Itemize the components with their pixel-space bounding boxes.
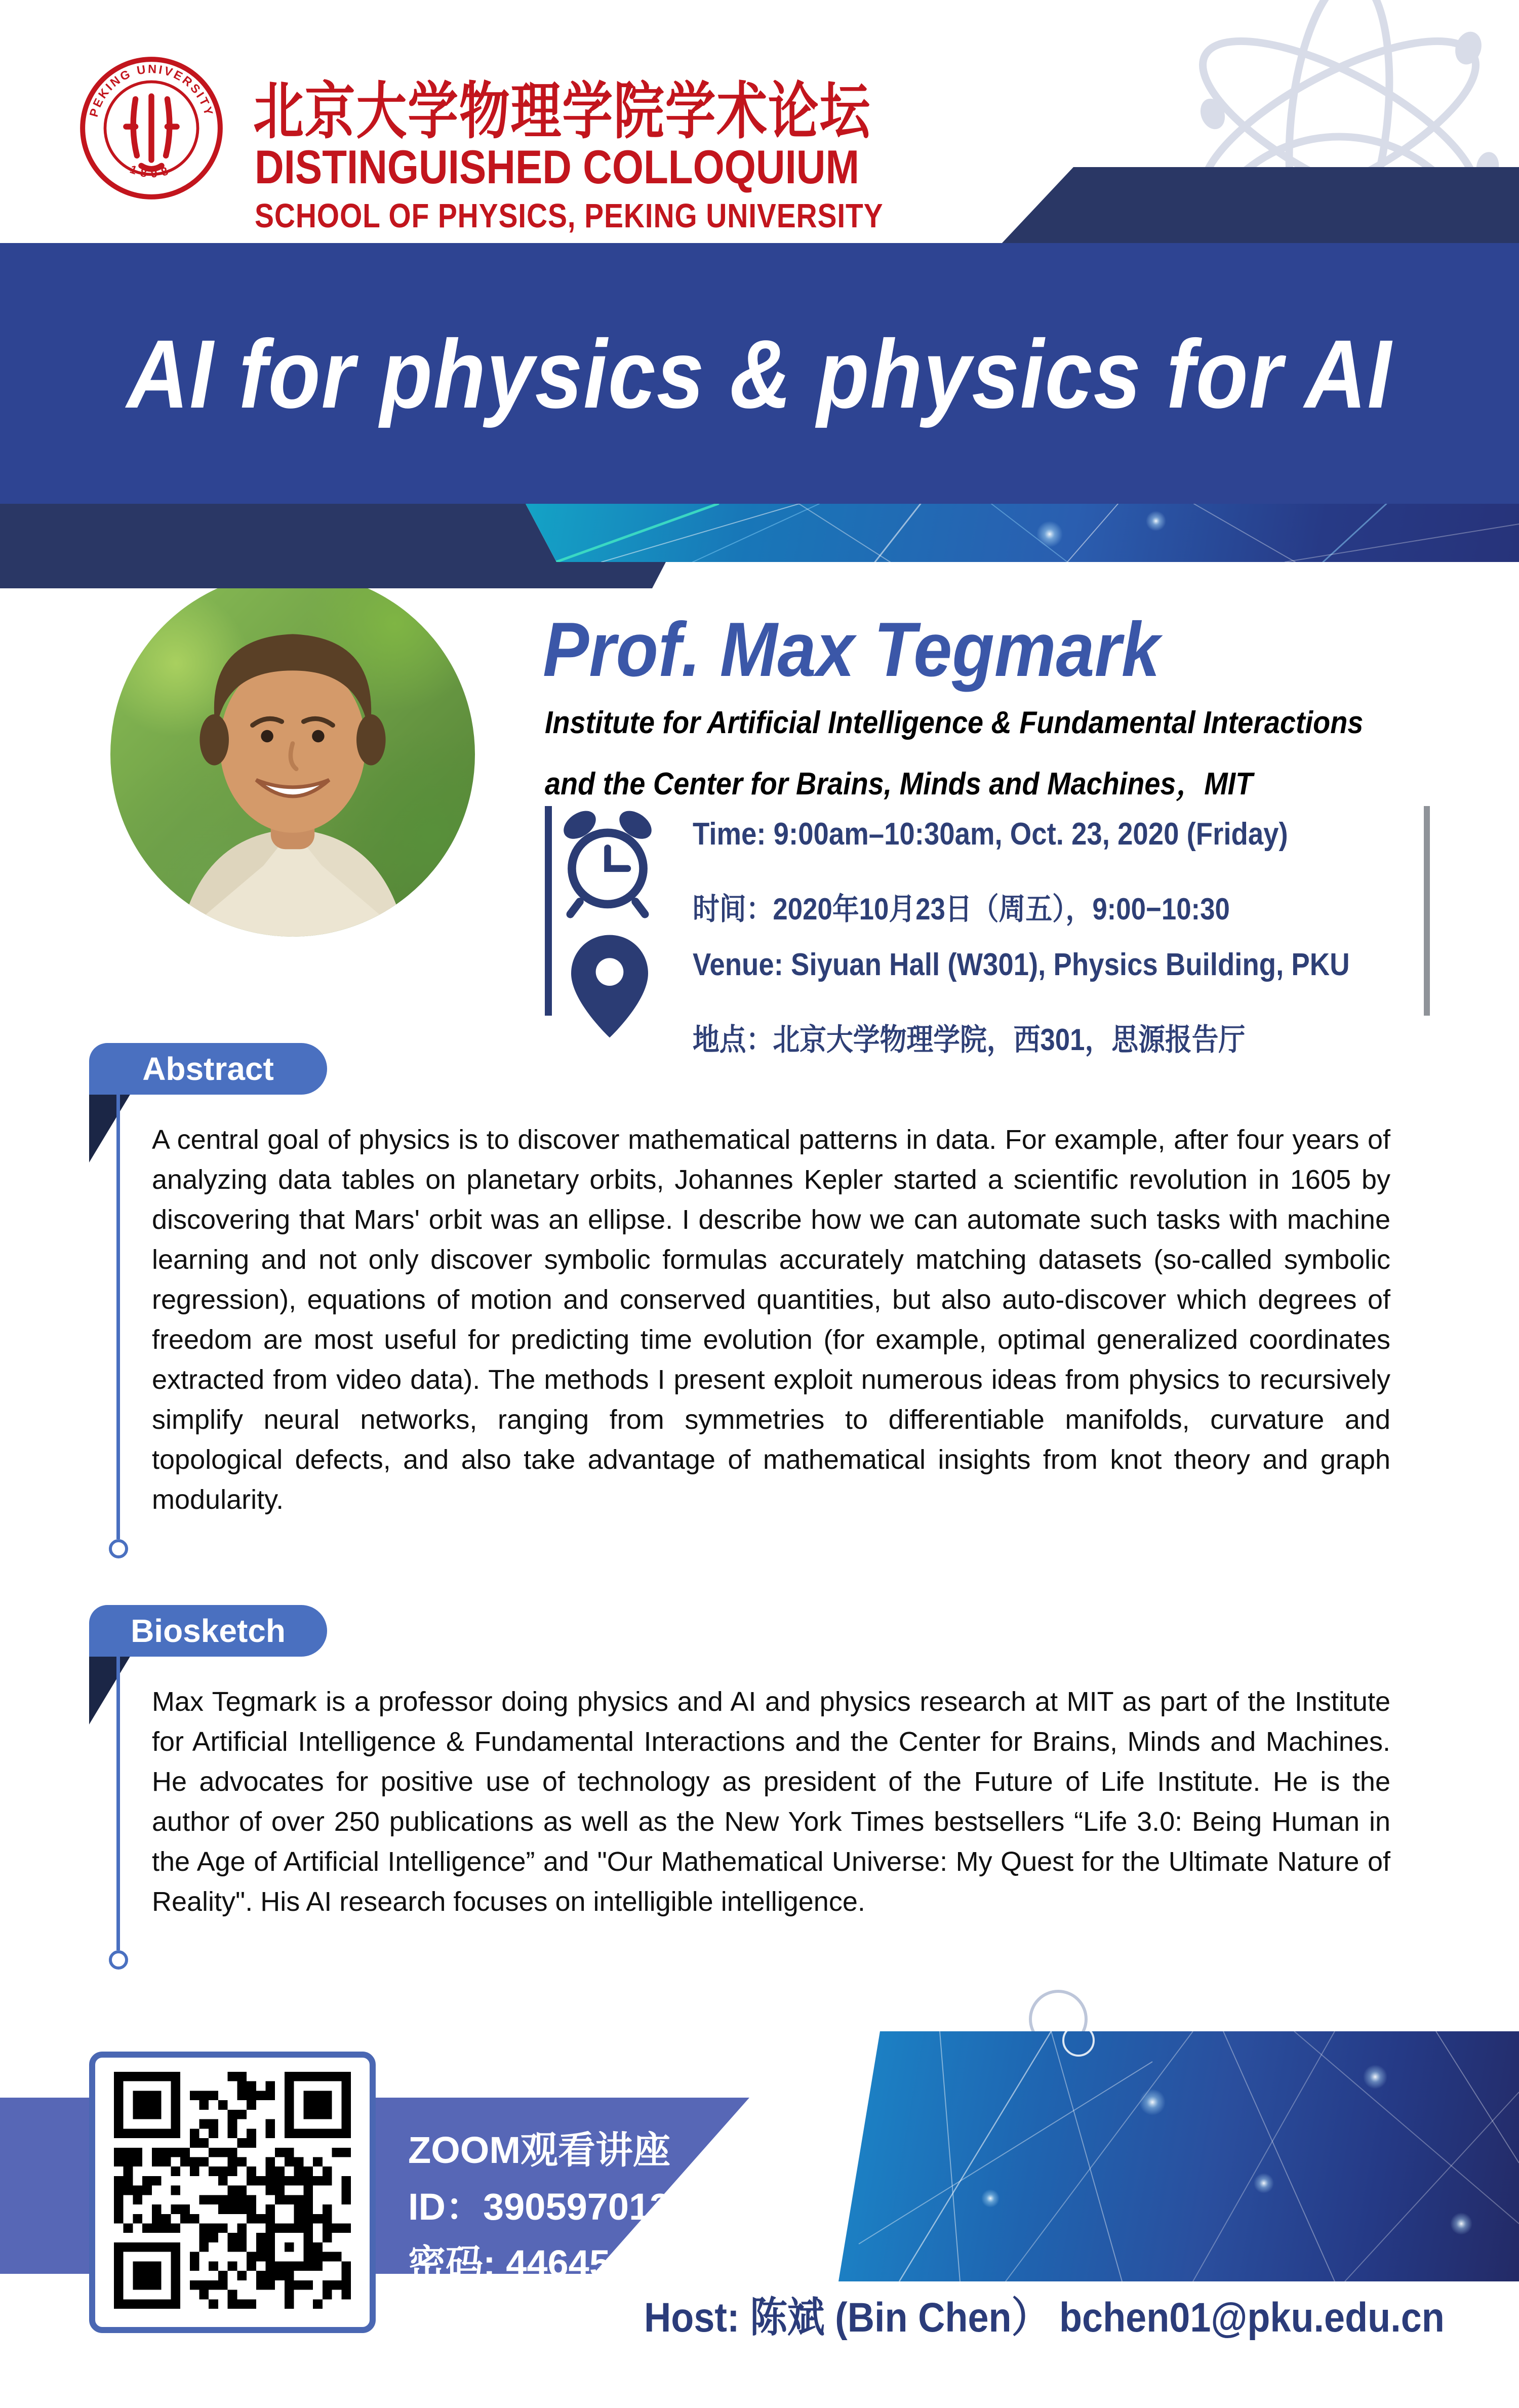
event-right-bar [1424,806,1430,1016]
navy-wedge [1002,167,1519,244]
abstract-tab: Abstract [89,1043,327,1095]
biosketch-rule [116,1657,120,1950]
zoom-meeting-id: ID：390597013 [408,2186,671,2228]
speaker-affiliation-1: Institute for Artificial Intelligence & Fundamental Interactions [545,705,1364,740]
talk-title: AI for physics & physics for AI [127,319,1392,428]
peking-university-logo [79,56,224,200]
speaker-name: Prof. Max Tegmark [543,607,1160,693]
forum-title-cn: 北京大学物理学院学术论坛 [253,77,871,146]
biosketch-rule-endcap [109,1950,128,1970]
event-time-en: Time: 9:00am–10:30am, Oct. 23, 2020 (Friday) [693,817,1288,852]
zoom-password: 密码: 446459 [408,2242,631,2284]
event-venue-cn: 地点：北京大学物理学院，西301，思源报告厅 [693,1023,1246,1057]
biosketch-text: Max Tegmark is a professor doing physics and AI and physics research at MIT as part of the Institute for Artificial Intelligence & Fundamental Interactions and the Center for Brains, Minds and Machines. He advocates for positive use of technology as president of the Future of Life Institute. He is the author of over 250 publications as well as the New York Times bestsellers “Life 3.0: Being Human in the Age of Artificial Intelligence” and "Our Mathematical Universe: My Quest for the Ultimate Nature of Reality". His AI research focuses on intelligible intelligence. [152,1687,1390,1917]
biosketch-tab-fold [89,1656,131,1724]
school-line: SCHOOL OF PHYSICS, PEKING UNIVERSITY [255,197,884,235]
forum-title-en: DISTINGUISHED COLLOQUIUM [255,140,860,193]
event-time-cn: 时间：2020年10月23日（周五），9:00−10:30 [693,892,1230,926]
location-pin-icon [571,935,648,1038]
abstract-rule [116,1095,120,1539]
footer-tech-panel [838,2031,1519,2281]
speaker-photo [110,572,475,937]
event-venue-en: Venue: Siyuan Hall (W301), Physics Building, PKU [693,947,1350,982]
clock-icon [557,808,658,918]
logo-year: 1898 [128,162,175,180]
abstract-text: A central goal of physics is to discover mathematical patterns in data. For example, after four years of analyzing data tables on planetary orbits, Johannes Kepler started a scientific revolution in 1605 by discovering that Mars' orbit was an ellipse. I describe how we can automate such tasks with machine learning and not only discover symbolic formulas accurately matching datasets (so-called symbolic regression), equations of motion and conserved quantities, but also auto-discover which degrees of freedom are most useful for predicting time evolution (for example, optimal generalized coordinates extracted from video data). The methods I present exploit numerous ideas from physics to recursively simplify neural networks, ranging from symmetries to differentiable manifolds, curvature and topological defects, and also take advantage of mathematical insights from knot theory and graph modularity. [152,1125,1390,1515]
logo-ring-text: PEKING UNIVERSITY [87,62,216,118]
speaker-affiliation-2: and the Center for Brains, Minds and Machines，MIT [545,767,1253,801]
abstract-rule-endcap [109,1539,128,1558]
zoom-qr-code [89,2052,376,2333]
event-left-bar [545,806,552,1016]
biosketch-tab: Biosketch [89,1605,327,1657]
zoom-watch-label: ZOOM观看讲座 [408,2129,670,2171]
host-line: Host: 陈斌 (Bin Chen） bchen01@pku.edu.cn [644,2295,1445,2341]
abstract-tab-fold [89,1094,131,1162]
tech-strip [526,504,1519,562]
